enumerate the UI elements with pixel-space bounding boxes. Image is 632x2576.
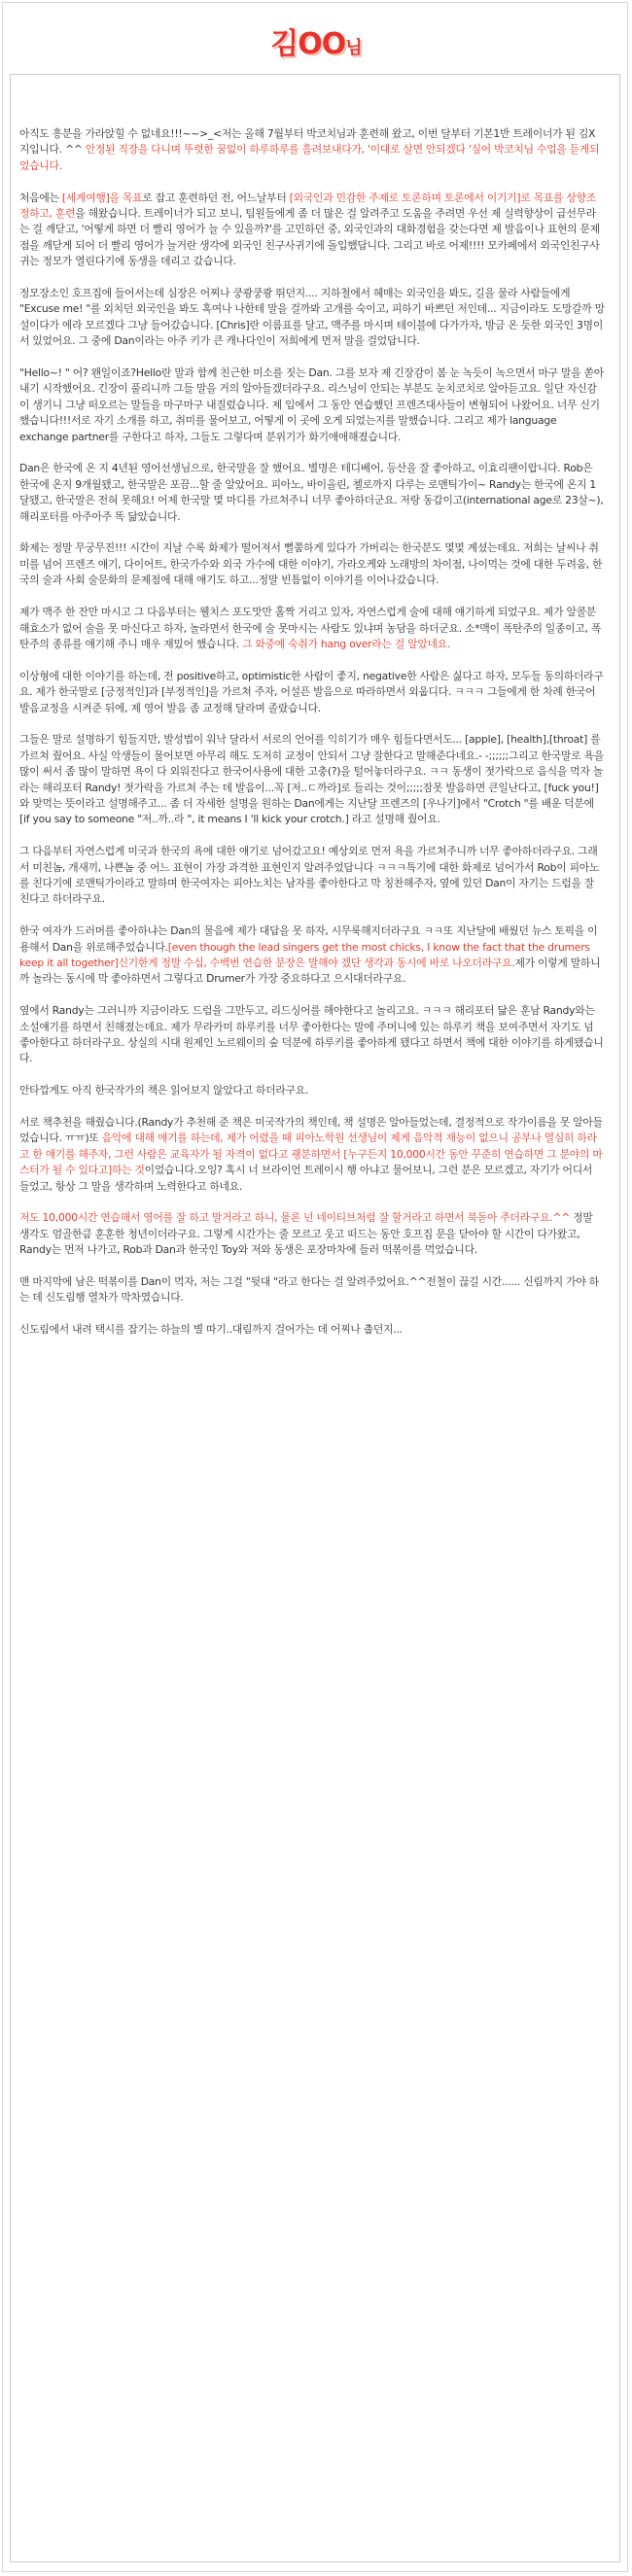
paragraph-14 xyxy=(19,1115,605,1195)
body-text: 이었습니다. xyxy=(144,1164,197,1177)
body-text: 잠못 발음하면 큰일난다고, [fuck you!]와 맞먹는 뜻이라고 설명해주고... 좀 더 자세한 설명을 원하는 Dan에게는 지난달 프렌즈의 [우나기]에서 "Crotch "를 배운 덕분에 [if you say to someone "저..까..라 ", it means I 'll kick your crotch.] 라고 설명해 줬어요. xyxy=(19,781,599,826)
body-text: 을 해왔습니다. 트레이너가 되고 보니, 팀원들에게 좀 더 많은 걸 알려주고 도움을 주려면 우선 제 실력향상이 급선무라는 걸 깨닫고, '어떻게 하면 더 빨리 영어가 늘 수 있을까?'를 고민하던 중, 외국인과의 대화경험을 갖는다면 제 발음이나 표현의 문제점을 깨닫게 되어 더 빨리 영어가 늘거란 생각에 외국인 친구사귀기에 돌입했답니다. 그리고 바로 어제!!!! 모카페에서 외국인친구사귀는 정모가 열린다기에 동생을 데리고 갔습니다. xyxy=(19,207,600,268)
body-text: "Hello~! " 어? 왠일이죠? xyxy=(19,366,136,380)
highlight-text: 안정된 직장을 다니며 뚜렷한 꿈없이 하루하루를 흘려보내다가, '이대로 살면 안되겠다 '싶어 박코치님 수업을 듣게되었습니다. xyxy=(19,143,600,172)
body-text: 아직도 흥분을 가라앉힐 수 없네요!!!~~>_< xyxy=(19,127,222,140)
highlight-text: [세계여행]을 목표 xyxy=(61,191,143,204)
body-text: 정모장소인 호프집에 들어서는데 심장은 어찌나 쿵쾅쿵쾅 뛰던지.... xyxy=(19,287,321,300)
paragraph-10 xyxy=(19,844,605,908)
body-text: 또 지난달에 배웠던 뉴스 토픽을 이용해서 Dan을 위로해주었습니다. xyxy=(19,924,598,954)
title-suffix: 님 xyxy=(345,38,362,58)
body-text: Hello란 말과 함께 친근한 미소를 짓는 Dan. 그를 보자 제 긴장감이 봄 눈 녹듯이 녹으면서 마구 말을 쏟아내기 시작했어요. 긴장이 풀리니까 그들 말을 거의 알아들겠더라구요. 리스닝이 안되는 부분도 눈치코치로 알아듣고요. 일단 자신감이 생기니 그냥 떠오르는 말들을 마구마구 내질렀습니다. xyxy=(19,366,604,411)
body-text: 사실 악생들이 물어보면 아무리 해도 도저히 교정이 안되서 그냥 잘한다고 말해준다네요.- -;;;;;; xyxy=(88,748,509,762)
body-text: 전철이 끊길 시간...... 신림까지 가야 하는 데 신도림행 열차가 막차였습니다. xyxy=(19,1275,599,1305)
body-text: 제 입에서 그 동안 연습했던 프렌즈대사들이 변형되어 나왔어요. 너무 신기했습니다!!! xyxy=(19,398,600,428)
body-text: 옆에서 Randy는 그러니까 지금이라도 드럼을 그만두고, 리드싱어를 해야한다고 놀리고요. ㅋㅋㅋ xyxy=(19,1004,455,1018)
body-text: 오잉? 혹시 너 브라이언 트레이시 행 아냐고 물어보니, 그런 분은 모르겠고, 자기가 어디서 들었고, 항상 그 말을 생각하며 노력한다고 하네요. xyxy=(19,1164,593,1193)
paragraph-5 xyxy=(19,461,605,525)
highlight-text: 저도 10,000시간 연습해서 영어를 잘 하고 말거라고 하니, 물론 넌 네이티브처럼 잘 할거라고 하면서 북돋아 주더라구요.^^ xyxy=(19,1211,571,1225)
paragraph-8 xyxy=(19,669,605,716)
paragraph-3 xyxy=(19,286,605,350)
body-text: 신도림에서 내려 택시를 잡기는 하늘의 별 따기..대림까지 걸어가는 데 어찌나 춥던지... xyxy=(19,1323,403,1337)
body-text: 맨 마지막에 남은 떡볶이를 Dan이 먹자, 저는 그걸 "뒷대 "라고 한다는 걸 알려주었어요.^^ xyxy=(19,1275,427,1289)
body-text: 처음에는 xyxy=(19,191,62,204)
title-area xyxy=(0,0,632,73)
body-text: 로 잡고 훈련하던 전, 어느날부터 xyxy=(142,191,290,204)
paragraph-17 xyxy=(19,1322,605,1338)
body-text: 예상외로 먼저 욕을 가르쳐주니까 너무 좋아하더라구요. xyxy=(328,845,579,858)
paragraph-9 xyxy=(19,732,605,827)
body-text: 젓가락을 가르쳐 주는 데 발음이...꼭 [저..ㄷ까라]로 들리는 것이;;;;; xyxy=(123,781,423,794)
body-text: 해리포터 닮은 훈남 Randy와는 소설얘기를 하면서 친해졌는데요. xyxy=(19,1004,595,1033)
body-text: 지하철에서 혜매는 외국인을 봐도, 길을 물라 사람들에게 "Excuse me! "를 외치던 외국인을 봐도 혹여나 나한테 말을 걸까봐 고개를 숙이고, 피하기 바쁘던 저인데... 지금이라도 도망갈까 망설이다가 에라 모르겠다 그냥 들어갔습니다. [Chris]란 이름표를 달고, 맥주를 마시며 테이블에 다가가자, 방금 온 듯한 외국인 3명이 서 있었어요. 그 중에 Dan이라는 아주 키가 큰 캐나다인이 저희에게 먼저 말을 걸었답니다. xyxy=(19,287,605,348)
paragraph-7 xyxy=(19,605,605,652)
body-text: 화제는 정말 무궁무진!!! 시간이 지날 수록 화제가 떨어져서 뻘쭘하게 있다가 가버리는 한국분도 몇몇 계셨는데요. 저희는 날씨나 취미를 넘어 프렌즈 얘기, 다이어트, 한국가수와 외국 가수에 대한 이야기, 가라오케와 노래방의 차이점, 나이먹는 것에 대한 두려움, 한국의 술과 사회 술문화의 문제점에 대해 얘기도 하고...정말 빈틈없이 이야기를 이어나갔습니다. xyxy=(19,541,603,587)
body-text: 서로 책추천을 해줬습니다.(Randy가 추천해 준 책은 미국작가의 책인데, 책 설명은 알아들었는데, 결정적으로 작가이름을 못 알아들었습니다. ㅠㅠ) xyxy=(19,1115,603,1145)
body-text: 그들은 말로 설명하기 힘들지만, 발성법이 워낙 달라서 서로의 언어를 익히기가 매우 힘들다면서도... [apple], [health],[throat] 를 가르쳐 줬어요. xyxy=(19,733,601,762)
body-text: 제가 무라카미 하루키를 너무 좋아한다는 말에 주머니에 있는 하루키 책을 보여주면서 자기도 넘 좋아한다고 하더라구요. 상실의 시대 원제인 노르웨이의 숲 덕분에 하루키를 좋아하게 됐다고 하면서 책에 대한 이야기를 하게됐습니다. xyxy=(19,1020,604,1065)
title-name: 김OO xyxy=(270,27,346,61)
body-text: Dan은 한국에 온 지 4년된 영어선생님으로, 한국말을 잘 했어요. 별명은 테디베어, 등산을 잘 좋아하고, 이효리팬이랍니다. Rob은 한국에 온지 9개월됐고, 한국말은 포끔...할 줄 알았어요. 피아노, 바이올린, 첼로까지 다루는 로맨틱가이~ Randy는 한국에 온지 1달됐고, 한국말은 전혀 못해요! 어제 한국말 몇 마디를 가르쳐주니 너무 좋아하더군요. 저랑 동갑이고(international age로 23살~), 해리포터를 아주아주 똑 닮았습니다. xyxy=(19,462,604,523)
body-text: 이상형에 대한 이야기를 하는데, 전 positive하고, optimistic한 사람이 좋지, negative한 사람은 싫다고 하자, 모두들 동의하더라구요. 제가 한국말로 [긍정적인]과 [부정적인]을 가르쳐 주자, 어설픈 발음으로 따라하면서 외웁디다. ㅋㅋㅋ 그들에게 한 차례 한국어 발음교정을 시켜준 뒤에, 제 영어 발음 좀 교정해 달라며 졸랐습니다. xyxy=(19,669,604,714)
body-text: 또 xyxy=(88,1131,102,1145)
body-text: 안타깝게도 아직 한국작가의 책은 읽어보지 않았다고 하더라구요. xyxy=(19,1084,309,1097)
paragraph-12 xyxy=(19,1003,605,1067)
paragraph-1 xyxy=(19,126,605,174)
highlight-text: 그 와중에 숙취가 hang over라는 걸 알았네요. xyxy=(242,637,451,650)
body-text: 한국 여자가 드러머를 좋아하냐는 Dan의 물음에 제가 대답을 못 하자, 시무룩해지더라구요 ㅋㅋ xyxy=(19,924,443,938)
body-text: 서로 자기 소개를 하고, 취미를 물어보고, 어떻게 이 곳에 오게 되었는지를 말했습니다. 그리고 제가 language exchange partner를 구한다고 하자, 그들도 그렇다며 분위기가 화기애애해졌습니다. xyxy=(19,414,557,443)
body-text: 제가 이렇게 말하니까 놀라는 동시에 막 좋아하면서 그렇다고 Drumer가 가장 중요하다고 으시대더라구요. xyxy=(19,956,601,986)
highlight-text: [even though the lead singers get the most chicks, I know the fact that the drumers keep it all together] xyxy=(19,940,590,969)
body-text: 그래서 미친놈, 개새끼, 나쁜놈 중 어느 표현이 가장 과격한 표현인지 알려주었답니다 ㅋㅋㅋ xyxy=(19,845,598,874)
paragraph-16 xyxy=(19,1274,605,1306)
testimonial-body xyxy=(19,126,605,1354)
body-text: 그리고 한국말로 욕을 많이 써서 좀 많이 말하면 욕이 다 외워진다고 한국어사용에 대한 고충(?)을 털어놓더라구요. ㅋㅋ 동생이 젓가락으로 음식을 먹자 놀라는 해리포터 Randy! xyxy=(19,748,604,794)
body-text: 정말 생각도 엄골한큼 훈훈한 청년이더라구요. 그렇게 시간가는 줄 모르고 웃고 떠드는 동안 호프집 문을 닫아야 할 시간이 다가왔고, Randy는 먼저 나가고, Rob과 Dan과 한국인 Toy와 저와 동생은 포장마차에 들러 떡볶이를 먹었습니다. xyxy=(19,1211,593,1257)
paragraph-11 xyxy=(19,923,605,988)
paragraph-15 xyxy=(19,1210,605,1258)
paragraph-2 xyxy=(19,191,605,270)
body-text: 저는 올해 7월부터 박코치님과 훈련해 왔고, 이번 달부터 기본1반 트레이너가 된 김X지입니다. ^^ xyxy=(19,127,596,157)
highlight-text: 음악에 대해 얘기를 하는데, 제가 어렸을 때 피아노학원 선생님이 제게 음악적 재능이 없으니 공부나 열심히 하라고 한 얘기를 해주자, 그런 사람은 교육자가 될 자격이 없다고 괭분하면서 [누구든지 10,000시간 동안 꾸준히 연습하면 그 분야의 마스터가 될 수 있다고]하는 것 xyxy=(19,1131,603,1177)
page-title xyxy=(270,19,361,62)
body-text: 특기에 대한 화제로 넘어가서 Rob이 피아노를 친다기에 로맨틱가이라고 말하며 한국여자는 피아노치는 남자를 좋아한다고 막 칭찬해주자, 옆에 있던 Dan이 자기는 드럼을 잘 친다고 하더라구요. xyxy=(19,860,600,906)
body-text: 제가 맥주 한 잔만 마시고 그 다음부터는 웰치스 포도맛만 홀짝 거리고 있자, 자연스럽게 술에 대해 얘기하게 되었구요. 제가 알콜분해효소가 없어 술을 못 마신다고 하자, 놀라면서 한국에 술 못마시는 사람도 있냐며 농담을 하더군요. 소*맥이 폭탄주의 일종이고, 폭탄주의 종류를 얘기해 주니 매우 재밌어 했습니다. xyxy=(19,606,602,650)
highlight-text: 신기한게 정말 수십, 수백번 연습한 문장은 말해야 겠단 생각과 동시에 바로 나오더라구요. xyxy=(118,956,515,969)
body-text: 그 다음부터 자연스럽게 미국과 한국의 욕에 대한 얘기로 넘어갔고요! xyxy=(19,845,329,858)
paragraph-4 xyxy=(19,366,605,445)
paragraph-13 xyxy=(19,1083,605,1098)
highlight-text: [외국인과 민감한 주제로 토론하며 토론에서 이기기]로 목표를 상향조정하고, 훈련 xyxy=(19,191,596,221)
paragraph-6 xyxy=(19,540,605,588)
